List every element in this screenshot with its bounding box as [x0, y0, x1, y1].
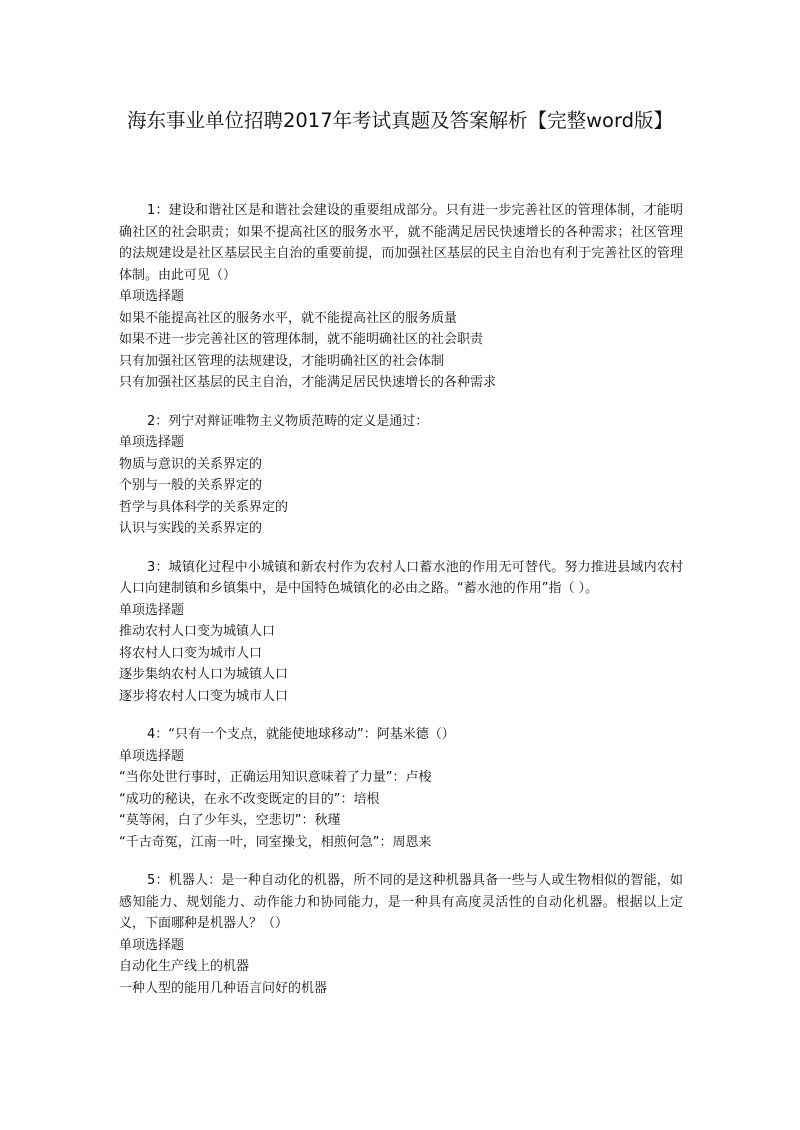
question-stem: 5：机器人：是一种自动化的机器，所不同的是这种机器具备一些与人或生物相似的智能，如感知能力、规划能力、动作能力和协同能力，是一种具有高度灵活性的自动化机器。根据以上定义，下面哪种是机器人？（）	[119, 873, 683, 931]
option-d: 认识与实践的关系界定的	[119, 521, 263, 536]
question-2	[119, 411, 683, 540]
question-5	[119, 870, 683, 999]
question-type: 单项选择题	[119, 748, 185, 764]
option-c: 只有加强社区管理的法规建设，才能明确社区的社会体制	[119, 353, 445, 369]
question-stem: 3：城镇化过程中小城镇和新农村作为农村人口蓄水池的作用无可替代。努力推进县域内农村人口向建制镇和乡镇集中，是中国特色城镇化的必由之路。“蓄水池的作用”指（ ）。	[119, 559, 683, 596]
option-d: “千古奇冤，江南一叶，同室操戈，相煎何急”：周恩来	[119, 834, 432, 850]
question-type: 单项选择题	[119, 602, 185, 618]
question-stem: 2：列宁对辩证唯物主义物质范畴的定义是通过：	[147, 413, 429, 429]
option-a: 物质与意识的关系界定的	[119, 456, 263, 472]
option-b: “成功的秘诀，在永不改变既定的目的”：培根	[119, 791, 380, 807]
option-c: 哲学与具体科学的关系界定的	[119, 499, 289, 515]
option-a: 推动农村人口变为城镇人口	[119, 624, 276, 639]
option-d: 只有加强社区基层的民主自治，才能满足居民快速增长的各种需求	[119, 375, 497, 390]
question-type: 单项选择题	[119, 435, 185, 450]
option-a: “当你处世行事时，正确运用知识意味着了力量”：卢梭	[119, 770, 432, 785]
question-1	[119, 200, 683, 394]
question-list	[119, 200, 683, 1016]
question-type: 单项选择题	[119, 289, 185, 304]
question-stem: 1：建设和谐社区是和谐社会建设的重要组成部分。只有进一步完善社区的管理体制，才能明确社区的社会职责；如果不提高社区的服务水平，就不能满足居民快速增长的各种需求；社区管理的法规建设是社区基层民主自治的重要前提，而加强社区基层的民主自治也有利于完善社区的管理体制。由此可见（）	[119, 203, 683, 283]
question-3	[119, 557, 683, 708]
option-c: “莫等闲，白了少年头，空悲切”：秋瑾	[119, 813, 341, 828]
question-4	[119, 724, 683, 853]
page-title: 海东事业单位招聘2017年考试真题及答案解析【完整word版】	[126, 109, 674, 132]
option-b: 一种人型的能用几种语言问好的机器	[119, 980, 328, 996]
question-stem: 4：“只有一个支点，就能使地球移动”：阿基米德（）	[147, 727, 455, 742]
option-c: 逐步集纳农村人口为城镇人口	[119, 667, 289, 682]
option-b: 如果不进一步完善社区的管理体制，就不能明确社区的社会职责	[119, 332, 484, 347]
option-a: 如果不能提高社区的服务水平，就不能提高社区的服务质量	[119, 310, 458, 326]
option-b: 个别与一般的关系界定的	[119, 478, 263, 493]
option-a: 自动化生产线上的机器	[119, 959, 250, 974]
question-type: 单项选择题	[119, 937, 185, 953]
option-d: 逐步将农村人口变为城市人口	[119, 688, 289, 704]
option-b: 将农村人口变为城市人口	[119, 645, 263, 661]
